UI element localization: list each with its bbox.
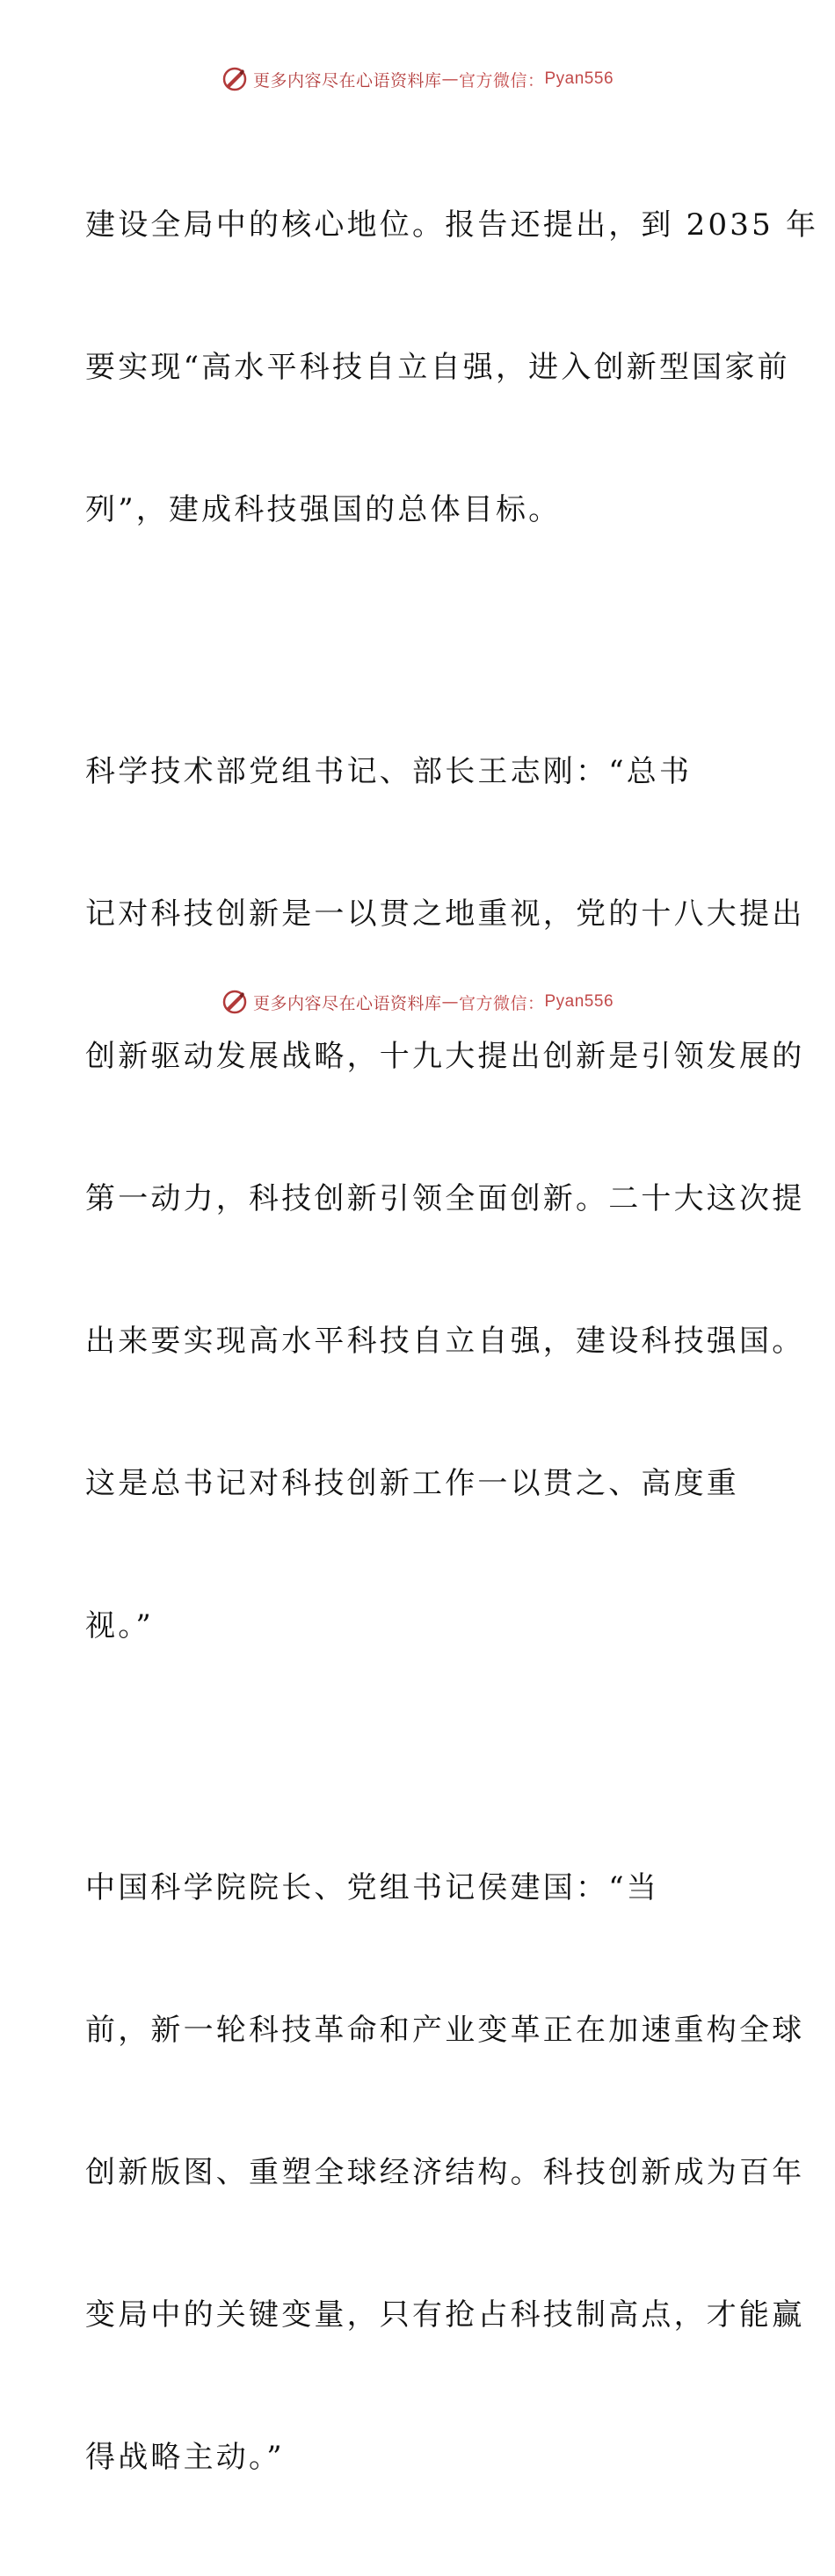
text-line: 前，新一轮科技革命和产业变革正在加速重构全球 xyxy=(85,2013,805,2048)
banner-dash: — xyxy=(441,69,459,89)
text-line: 要实现“高水平科技自立自强，进入创新型国家前 xyxy=(85,350,790,385)
text-line: 科学技术部党组书记、部长王志刚：“总书 xyxy=(85,754,693,789)
banner-handle: Pyan556 xyxy=(544,69,614,88)
paragraph xyxy=(85,653,805,1745)
pen-logo-icon xyxy=(221,66,248,92)
text-line: 得战略主动。” xyxy=(85,2440,285,2475)
paragraph xyxy=(85,1769,805,2576)
text-line: 记对科技创新是一以贯之地重视，党的十八大提出 xyxy=(85,896,805,932)
document-body xyxy=(85,106,819,2576)
banner-wechat-label: 官方微信： xyxy=(458,993,545,1013)
text-line: 变局中的关键变量，只有抢占科技制高点，才能赢 xyxy=(85,2297,805,2333)
text-line: 视。” xyxy=(85,1608,154,1644)
text-line: 建设全局中的核心地位。报告还提出，到 2035 年 xyxy=(85,207,819,243)
banner-handle: Pyan556 xyxy=(544,992,614,1011)
text-line: 这是总书记对科技创新工作一以贯之、高度重 xyxy=(85,1466,739,1501)
pen-logo-icon xyxy=(221,989,248,1015)
text-line: 列”，建成科技强国的总体目标。 xyxy=(85,492,562,527)
text-line: 创新版图、重塑全球经济结构。科技创新成为百年 xyxy=(85,2155,805,2190)
banner-text: 更多内容尽在心语资料库 xyxy=(252,993,442,1013)
banner-wechat-label: 官方微信： xyxy=(458,70,545,91)
banner-dash: — xyxy=(441,992,459,1012)
banner-text: 更多内容尽在心语资料库 xyxy=(252,70,442,91)
text-line: 出来要实现高水平科技自立自强，建设科技强国。 xyxy=(85,1324,805,1359)
text-line: 中国科学院院长、党组书记侯建国：“当 xyxy=(85,1870,659,1905)
text-line: 第一动力，科技创新引领全面创新。二十大这次提 xyxy=(85,1181,805,1216)
text-line: 创新驱动发展战略，十九大提出创新是引领发展的 xyxy=(85,1039,805,1074)
footer-banner xyxy=(0,984,835,1020)
paragraph xyxy=(85,106,819,628)
header-banner xyxy=(0,62,835,97)
